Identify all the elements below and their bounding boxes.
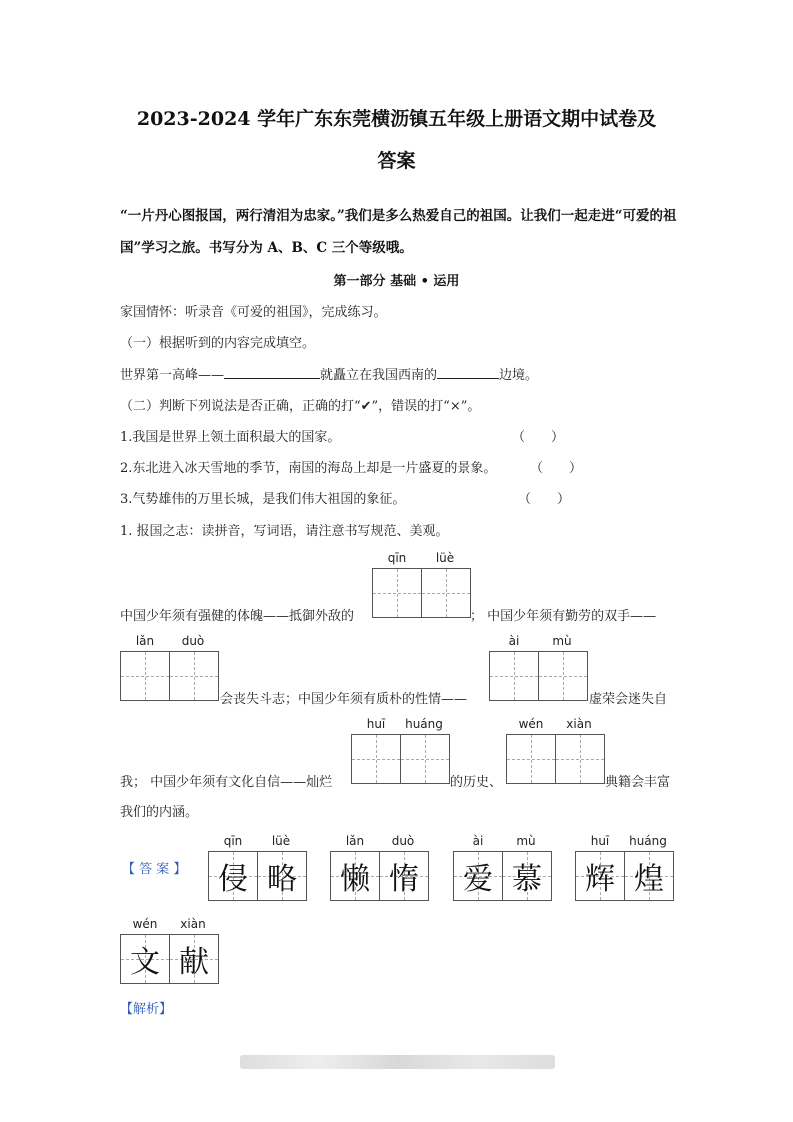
- answer-grid-aimu: [453, 851, 552, 901]
- fill-text-a: 世界第一高峰——: [120, 368, 225, 383]
- judge-paren-2[interactable]: （ ）: [530, 461, 583, 476]
- answer-pinyin-mu: mù: [516, 834, 536, 848]
- answer-pinyin-duo: duò: [391, 834, 415, 848]
- answer-grid-landuo: [330, 851, 429, 901]
- answer-pinyin-qin: qīn: [223, 834, 243, 848]
- pinyin-mu: mù: [552, 634, 572, 648]
- page-title: 2023-2024 学年广东东莞横沥镇五年级上册语文期中试卷及: [136, 108, 657, 130]
- answer-char: 献: [179, 945, 209, 980]
- answer-char: 略: [267, 862, 297, 897]
- question-1: 1. 报国之志：读拼音，写词语，请注意书写规范、美观。: [120, 524, 449, 539]
- sentence-3c: 典籍会丰富: [605, 775, 671, 790]
- answer-cell: [454, 852, 503, 900]
- answer-grid-wenxian: [120, 934, 219, 984]
- grid-cell[interactable]: [556, 735, 604, 783]
- pinyin-qin: qīn: [387, 551, 407, 565]
- answer-char: 惰: [389, 862, 419, 897]
- pinyin-lan: lǎn: [135, 634, 155, 648]
- answer-cell: [170, 935, 218, 983]
- part2-label: （二）判断下列说法是否正确，正确的打“✔”，错误的打“×”。: [120, 399, 481, 414]
- fill-blank-1[interactable]: [224, 364, 320, 379]
- answer-cell: [380, 852, 428, 900]
- pinyin-wen: wén: [518, 717, 544, 731]
- part1-label: （一）根据听到的内容完成填空。: [120, 336, 316, 351]
- pinyin-xian: xiàn: [566, 717, 592, 731]
- fill-blank-2[interactable]: [437, 364, 499, 379]
- answer-label: 【 答 案 】: [122, 862, 187, 877]
- sentence-3b: 的历史、: [450, 775, 503, 790]
- pinyin-duo: duò: [181, 634, 205, 648]
- grid-cell[interactable]: [401, 735, 449, 783]
- write-grid-qinlue[interactable]: [372, 568, 471, 618]
- sentence-4: 我们的内涵。: [120, 805, 199, 820]
- answer-char: 文: [130, 945, 160, 980]
- grid-cell[interactable]: [539, 652, 587, 700]
- answer-pinyin-ai: ài: [472, 834, 484, 848]
- analysis-label: 【解析】: [120, 1002, 173, 1017]
- grid-cell[interactable]: [490, 652, 539, 700]
- sentence-1a: 中国少年须有强健的体魄——抵御外敌的: [120, 609, 355, 624]
- answer-grid-huihuang: [575, 851, 674, 901]
- write-grid-aimu[interactable]: [489, 651, 588, 701]
- answer-cell: [258, 852, 306, 900]
- grid-cell[interactable]: [121, 652, 170, 700]
- answer-cell: [209, 852, 258, 900]
- judge-item-3: 3.气势雄伟的万里长城，是我们伟大祖国的象征。: [120, 492, 406, 507]
- sentence-2b: 虚荣会迷失自: [589, 692, 668, 707]
- grid-cell[interactable]: [352, 735, 401, 783]
- answer-cell: [503, 852, 551, 900]
- fill-text-b: 就矗立在我国西南的: [320, 368, 438, 383]
- fill-text-c: 边境。: [499, 368, 539, 383]
- answer-cell: [625, 852, 673, 900]
- answer-cell: [576, 852, 625, 900]
- page-title-line2: 答案: [377, 150, 416, 172]
- pinyin-hui: huī: [366, 717, 386, 731]
- judge-item-2: 2.东北进入冰天雪地的季节，南国的海岛上却是一片盛夏的景象。: [120, 461, 497, 476]
- answer-char: 懒: [340, 862, 370, 897]
- grid-cell[interactable]: [507, 735, 556, 783]
- write-grid-wenxian[interactable]: [506, 734, 605, 784]
- judge-item-1: 1.我国是世界上领土面积最大的国家。: [120, 430, 341, 445]
- pinyin-lue: lüè: [435, 551, 455, 565]
- answer-pinyin-wen: wén: [132, 917, 158, 931]
- answer-pinyin-xian: xiàn: [180, 917, 206, 931]
- sentence-1b: ； 中国少年须有勤劳的双手——: [470, 609, 657, 624]
- answer-char: 煌: [634, 862, 664, 897]
- answer-pinyin-hui: huī: [590, 834, 610, 848]
- sentence-3a: 我； 中国少年须有文化自信——灿烂: [120, 775, 333, 790]
- judge-paren-3[interactable]: （ ）: [518, 492, 571, 507]
- sentence-2a: 会丧失斗志；中国少年须有质朴的性情——: [220, 692, 468, 707]
- question-intro: 家国情怀：听录音《可爱的祖国》，完成练习。: [120, 305, 387, 320]
- write-grid-huihuang[interactable]: [351, 734, 450, 784]
- answer-char: 慕: [512, 862, 542, 897]
- grid-cell[interactable]: [170, 652, 218, 700]
- intro-paragraph: “一片丹心图报国，两行清泪为忠家。”我们是多么热爱自己的祖国。让我们一起走进“可爱的祖国”学习之旅。书写分为 A、B、C 三个等级哦。: [120, 208, 677, 256]
- answer-cell: [121, 935, 170, 983]
- answer-grid-qinlue: [208, 851, 307, 901]
- answer-pinyin-lan: lǎn: [345, 834, 365, 848]
- section-title: 第一部分 基础 • 运用: [333, 274, 460, 289]
- pinyin-huang: huáng: [405, 717, 443, 731]
- answer-char: 爱: [463, 862, 493, 897]
- answer-char: 辉: [585, 862, 615, 897]
- write-grid-landuo[interactable]: [120, 651, 219, 701]
- grid-cell[interactable]: [373, 569, 422, 617]
- answer-cell: [331, 852, 380, 900]
- judge-paren-1[interactable]: （ ）: [512, 430, 565, 445]
- grid-cell[interactable]: [422, 569, 470, 617]
- pinyin-ai: ài: [508, 634, 520, 648]
- answer-pinyin-huang: huáng: [629, 834, 667, 848]
- answer-pinyin-lue: lüè: [271, 834, 291, 848]
- blurred-footer: [240, 1055, 555, 1069]
- answer-char: 侵: [218, 862, 248, 897]
- fill-sentence: [120, 364, 538, 383]
